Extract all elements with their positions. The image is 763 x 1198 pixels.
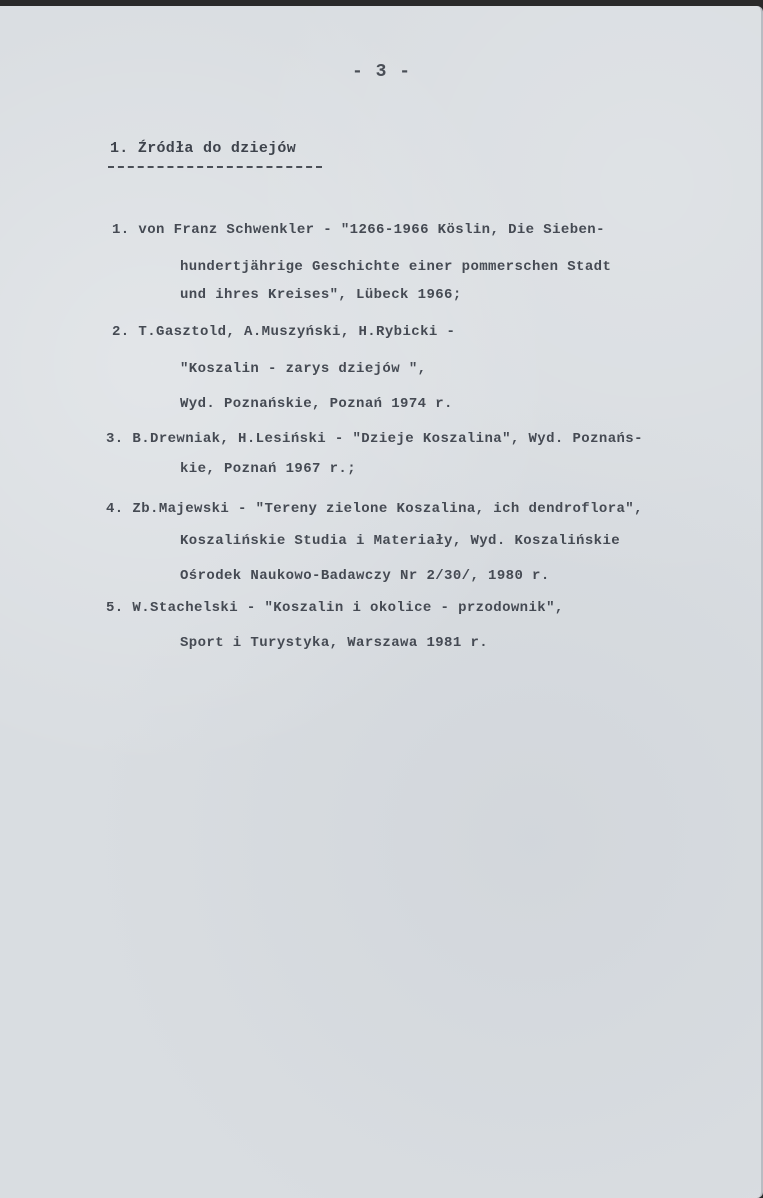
entry-number: 2. (112, 324, 130, 340)
page-number: - 3 - (351, 62, 411, 82)
heading-underline (108, 166, 322, 168)
entry-2-line-2: "Koszalin - zarys dziejów ", (180, 361, 427, 377)
entry-number: 1. (112, 222, 130, 238)
entry-4-line-1 (106, 501, 643, 517)
entry-number: 4. (106, 501, 124, 517)
entry-text: B.Drewniak, H.Lesiński - "Dzieje Koszalina", Wyd. Poznańs- (132, 431, 643, 447)
entry-3-line-1 (106, 431, 643, 447)
entry-3-line-2: kie, Poznań 1967 r.; (180, 461, 357, 477)
entry-1-line-3: und ihres Kreises", Lübeck 1966; (180, 287, 462, 303)
entry-text: Zb.Majewski - "Tereny zielone Koszalina, ich dendroflora", (132, 501, 643, 517)
entry-5-line-1 (106, 600, 564, 616)
entry-text: T.Gasztold, A.Muszyński, H.Rybicki - (138, 324, 456, 340)
entry-2-line-1 (112, 324, 455, 340)
entry-number: 5. (106, 600, 124, 616)
entry-2-line-3: Wyd. Poznańskie, Poznań 1974 r. (180, 396, 453, 412)
section-heading: 1. Źródła do dziejów (110, 140, 297, 157)
entry-1-line-2: hundertjährige Geschichte einer pommerschen Stadt (180, 259, 612, 275)
entry-number: 3. (106, 431, 124, 447)
entry-text: W.Stachelski - "Koszalin i okolice - przodownik", (132, 600, 564, 616)
entry-5-line-2: Sport i Turystyka, Warszawa 1981 r. (180, 635, 489, 651)
entry-4-line-3: Ośrodek Naukowo-Badawczy Nr 2/30/, 1980 r. (180, 568, 550, 584)
entry-1-line-1 (112, 222, 605, 238)
entry-text: von Franz Schwenkler - "1266-1966 Köslin, Die Sieben- (138, 222, 605, 238)
entry-4-line-2: Koszalińskie Studia i Materiały, Wyd. Koszalińskie (180, 533, 621, 549)
